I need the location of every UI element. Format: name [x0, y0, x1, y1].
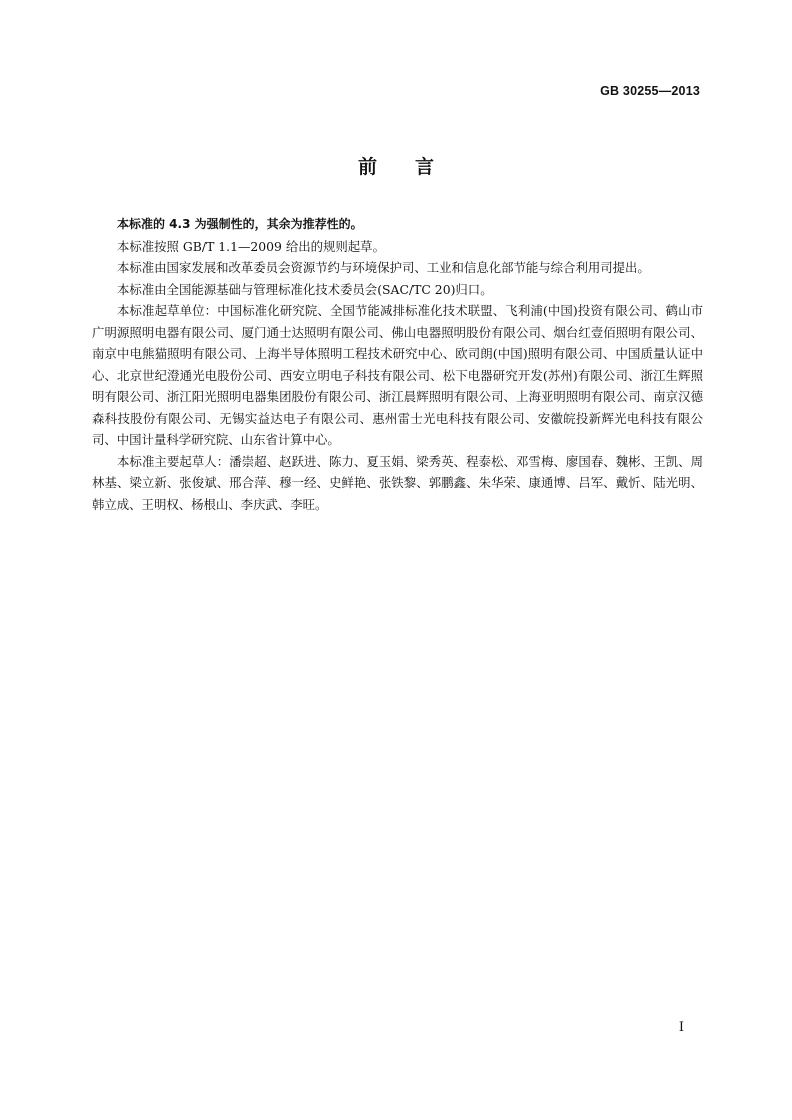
page-title: 前言: [357, 156, 472, 178]
foreword-body: [92, 214, 703, 515]
paragraph-proposer: 本标准由国家发展和改革委员会资源节约与环境保护司、工业和信息化部节能与综合利用司提出。: [117, 260, 650, 275]
paragraph-drafters: 本标准主要起草人：潘崇超、赵跃进、陈力、夏玉娟、梁秀英、程泰松、邓雪梅、廖国春、魏彬、王凯、周林基、梁立新、张俊斌、邢合萍、穆一经、史鲜艳、张铁黎、郭鹏鑫、朱华荣、康通博、吕军、戴忻、陆光明、韩立成、王明权、杨根山、李庆武、李旺。: [92, 453, 703, 512]
page-number: I: [678, 1020, 684, 1035]
paragraph-drafting-units: 本标准起草单位：中国标准化研究院、全国节能减排标准化技术联盟、飞利浦(中国)投资有限公司、鹤山市广明源照明电器有限公司、厦门通士达照明有限公司、佛山电器照明股份有限公司、烟台红壹佰照明有限公司、南京中电熊猫照明有限公司、上海半导体照明工程技术研究中心、欧司朗(中国)照明有限公司、中国质量认证中心、北京世纪澄通光电股份公司、西安立明电子科技有限公司、松下电器研究开发(苏州)有限公司、浙江生辉照明有限公司、浙江阳光照明电器集团股份有限公司、浙江晨辉照明有限公司、上海亚明照明有限公司、南京汉德森科技股份有限公司、无锡实益达电子有限公司、惠州雷士光电科技有限公司、安徽皖投新辉光电科技有限公司、中国计量科学研究院、山东省计算中心。: [92, 303, 703, 447]
document-code: GB 30255—2013: [600, 84, 700, 98]
paragraph-mandatory-clause: 本标准的 4.3 为强制性的，其余为推荐性的。: [117, 217, 363, 231]
paragraph-committee: 本标准由全国能源基础与管理标准化技术委员会(SAC/TC 20)归口。: [117, 281, 493, 297]
paragraph-drafting-rules: 本标准按照 GB/T 1.1—2009 给出的规则起草。: [117, 238, 385, 254]
